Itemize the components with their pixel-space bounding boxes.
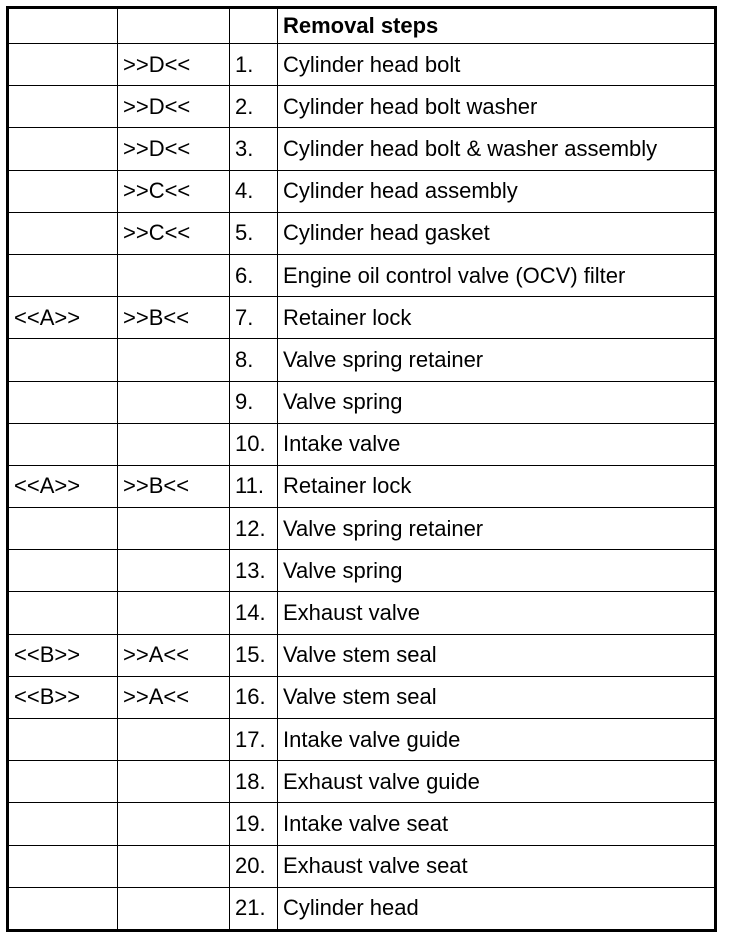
install-code-cell (8, 212, 118, 254)
install-code-cell (8, 761, 118, 803)
install-code-cell (8, 845, 118, 887)
table-row (8, 128, 716, 170)
table-row (8, 254, 716, 296)
install-code-cell (8, 719, 118, 761)
part-name-cell: Valve spring retainer (278, 339, 716, 381)
removal-code-cell (118, 719, 230, 761)
table-row (8, 44, 716, 86)
part-name-cell: Cylinder head bolt (278, 44, 716, 86)
table-row (8, 465, 716, 507)
step-number-cell: 20. (230, 845, 278, 887)
part-name-cell: Intake valve seat (278, 803, 716, 845)
install-code-cell (8, 592, 118, 634)
install-code-cell (8, 550, 118, 592)
step-number-cell: 7. (230, 297, 278, 339)
part-name-cell: Retainer lock (278, 465, 716, 507)
part-name-cell: Intake valve (278, 423, 716, 465)
part-name-cell: Valve stem seal (278, 634, 716, 676)
part-name-cell: Valve stem seal (278, 676, 716, 718)
install-code-cell (8, 339, 118, 381)
install-code-cell (8, 44, 118, 86)
step-number-cell: 14. (230, 592, 278, 634)
part-name-cell: Cylinder head assembly (278, 170, 716, 212)
part-name-cell: Valve spring (278, 550, 716, 592)
removal-code-cell (118, 339, 230, 381)
step-number-cell: 3. (230, 128, 278, 170)
table-header-row (8, 8, 716, 44)
install-code-cell (8, 803, 118, 845)
table-row (8, 845, 716, 887)
install-code-cell: <<B>> (8, 634, 118, 676)
part-name-cell: Cylinder head bolt & washer assembly (278, 128, 716, 170)
step-number-cell: 17. (230, 719, 278, 761)
table-row (8, 339, 716, 381)
removal-code-cell: >>D<< (118, 86, 230, 128)
removal-code-cell (118, 381, 230, 423)
table-row (8, 423, 716, 465)
part-name-cell: Exhaust valve (278, 592, 716, 634)
step-number-cell: 8. (230, 339, 278, 381)
removal-code-cell: >>A<< (118, 676, 230, 718)
step-number-cell: 9. (230, 381, 278, 423)
table-row (8, 381, 716, 423)
step-number-cell: 11. (230, 465, 278, 507)
part-name-cell: Cylinder head bolt washer (278, 86, 716, 128)
install-code-cell: <<B>> (8, 676, 118, 718)
step-number-cell: 15. (230, 634, 278, 676)
removal-code-cell: >>B<< (118, 465, 230, 507)
step-number-cell: 4. (230, 170, 278, 212)
removal-code-cell (118, 254, 230, 296)
table-row (8, 170, 716, 212)
step-number-cell: 1. (230, 44, 278, 86)
table-row (8, 887, 716, 930)
install-code-cell (8, 128, 118, 170)
removal-code-cell: >>B<< (118, 297, 230, 339)
step-number-cell: 12. (230, 508, 278, 550)
part-name-cell: Exhaust valve seat (278, 845, 716, 887)
part-name-cell: Engine oil control valve (OCV) filter (278, 254, 716, 296)
install-code-cell: <<A>> (8, 465, 118, 507)
install-code-cell (8, 86, 118, 128)
removal-code-cell: >>C<< (118, 170, 230, 212)
install-code-cell (8, 170, 118, 212)
removal-code-cell: >>D<< (118, 44, 230, 86)
part-name-cell: Retainer lock (278, 297, 716, 339)
removal-code-cell (118, 845, 230, 887)
install-code-cell: <<A>> (8, 297, 118, 339)
table-row (8, 297, 716, 339)
step-number-cell: 10. (230, 423, 278, 465)
step-number-cell: 5. (230, 212, 278, 254)
removal-code-cell (118, 423, 230, 465)
table-row (8, 86, 716, 128)
removal-code-cell (118, 550, 230, 592)
install-code-cell (8, 423, 118, 465)
removal-steps-table (6, 6, 717, 932)
part-name-cell: Valve spring retainer (278, 508, 716, 550)
table-row (8, 761, 716, 803)
removal-code-cell (118, 803, 230, 845)
removal-code-cell (118, 508, 230, 550)
step-number-cell: 13. (230, 550, 278, 592)
step-number-cell: 21. (230, 887, 278, 930)
table-row (8, 719, 716, 761)
header-removal-code (118, 8, 230, 44)
step-number-cell: 16. (230, 676, 278, 718)
install-code-cell (8, 381, 118, 423)
step-number-cell: 18. (230, 761, 278, 803)
removal-code-cell: >>C<< (118, 212, 230, 254)
table-row (8, 550, 716, 592)
part-name-cell: Exhaust valve guide (278, 761, 716, 803)
step-number-cell: 2. (230, 86, 278, 128)
removal-code-cell (118, 887, 230, 930)
step-number-cell: 19. (230, 803, 278, 845)
removal-code-cell (118, 592, 230, 634)
table-title: Removal steps (278, 8, 716, 44)
part-name-cell: Valve spring (278, 381, 716, 423)
header-install-code (8, 8, 118, 44)
install-code-cell (8, 254, 118, 296)
header-step-no (230, 8, 278, 44)
table-row (8, 212, 716, 254)
part-name-cell: Cylinder head gasket (278, 212, 716, 254)
step-number-cell: 6. (230, 254, 278, 296)
part-name-cell: Intake valve guide (278, 719, 716, 761)
table-row (8, 508, 716, 550)
table-row (8, 634, 716, 676)
table-row (8, 803, 716, 845)
removal-code-cell (118, 761, 230, 803)
table-row (8, 592, 716, 634)
removal-code-cell: >>D<< (118, 128, 230, 170)
removal-code-cell: >>A<< (118, 634, 230, 676)
removal-steps-body (8, 8, 716, 931)
table-row (8, 676, 716, 718)
install-code-cell (8, 887, 118, 930)
part-name-cell: Cylinder head (278, 887, 716, 930)
install-code-cell (8, 508, 118, 550)
